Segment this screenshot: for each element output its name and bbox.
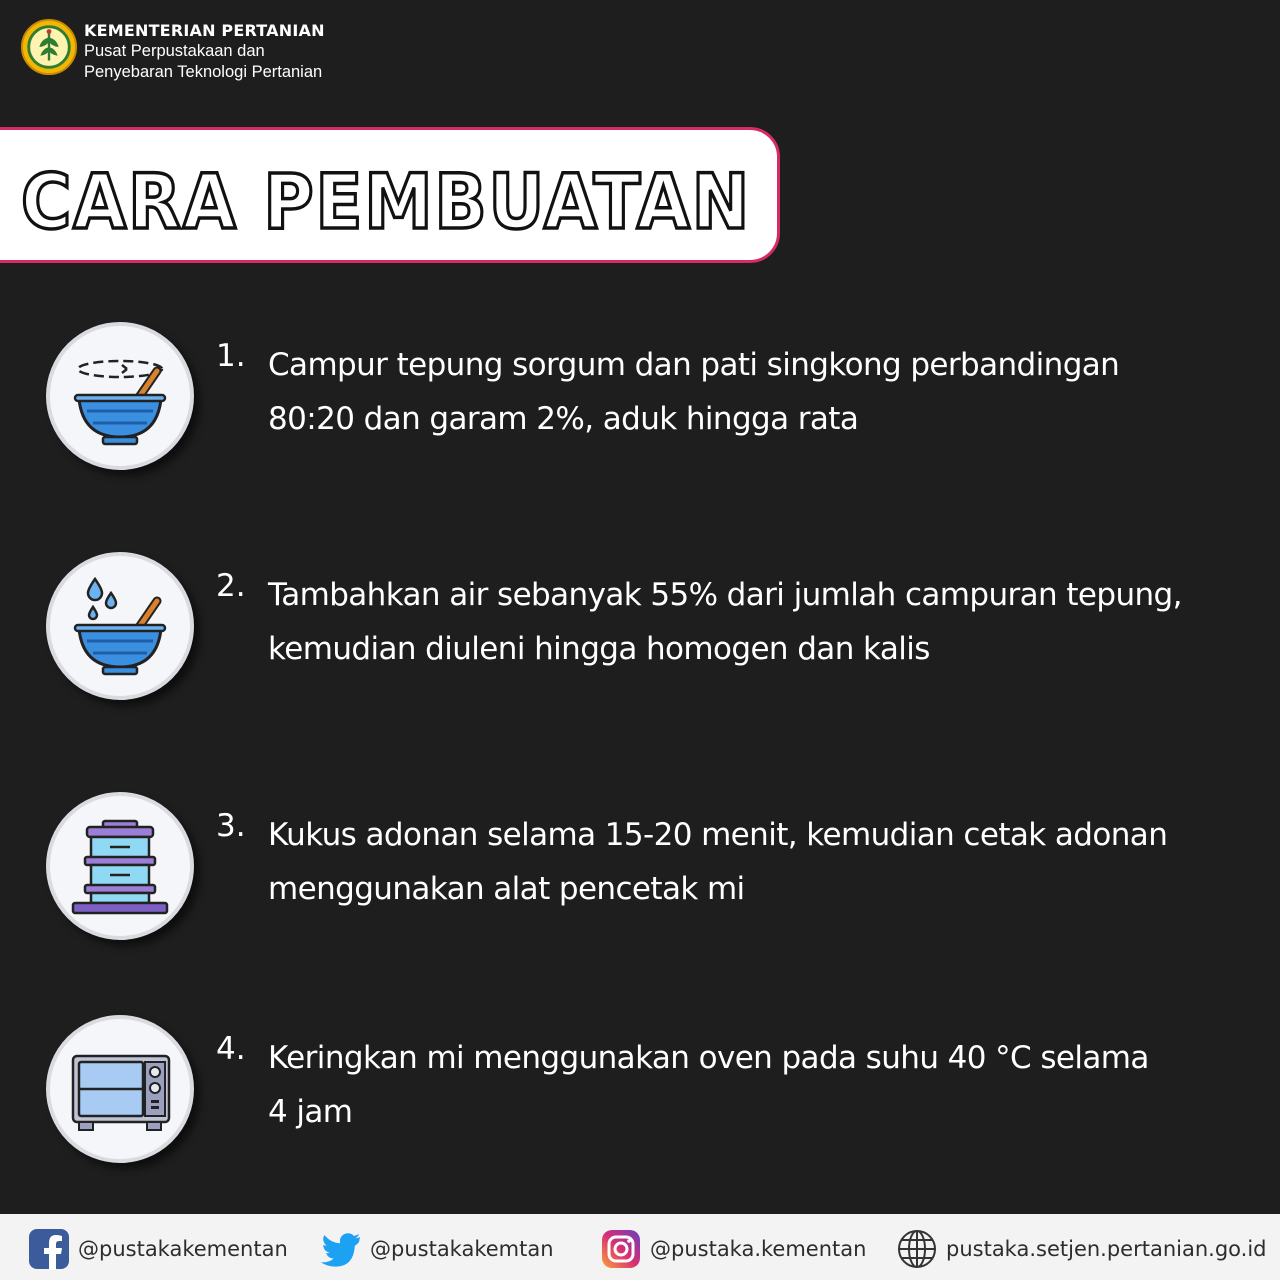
facebook-handle: @pustakakementan (78, 1237, 288, 1261)
step-3-number: 3. (216, 808, 246, 844)
kementan-logo-icon (20, 18, 78, 76)
twitter-handle: @pustakakemtan (370, 1237, 554, 1261)
title-banner (0, 127, 780, 263)
facebook-icon (28, 1228, 70, 1270)
org-header (20, 18, 325, 83)
step-1-line-2: 80:20 dan garam 2%, aduk hingga rata (268, 401, 859, 437)
step-2-line-2: kemudian diuleni hingga homogen dan kalis (268, 631, 930, 667)
step-3-text (268, 808, 1258, 916)
twitter-link[interactable] (320, 1228, 554, 1270)
footer-bar (0, 1214, 1280, 1280)
instagram-handle: @pustaka.kementan (650, 1237, 867, 1261)
step-3-icon-circle (46, 792, 194, 940)
step-4 (0, 1015, 1280, 1175)
org-sub-line-1: Pusat Perpustakaan dan (84, 42, 265, 60)
step-4-icon-circle (46, 1015, 194, 1163)
step-2-icon-circle (46, 552, 194, 700)
step-4-line-1: Keringkan mi menggunakan oven pada suhu 40 °C selama (268, 1040, 1149, 1076)
step-3 (0, 792, 1280, 952)
step-4-text (268, 1031, 1258, 1139)
step-2-text (268, 568, 1258, 676)
step-4-line-2: 4 jam (268, 1094, 353, 1130)
org-name: KEMENTERIAN PERTANIAN (84, 21, 325, 40)
title-graphic (21, 160, 761, 240)
instagram-icon (600, 1228, 642, 1270)
step-1-icon-circle (46, 322, 194, 470)
step-1-line-1: Campur tepung sorgum dan pati singkong perbandingan (268, 347, 1120, 383)
step-2-number: 2. (216, 568, 246, 604)
page-title: CARA PEMBUATAN (21, 160, 751, 240)
org-sub-line-2: Penyebaran Teknologi Pertanian (84, 63, 323, 81)
steamer-icon (65, 811, 175, 921)
website-url: pustaka.setjen.pertanian.go.id (946, 1237, 1267, 1261)
step-4-number: 4. (216, 1031, 246, 1067)
step-3-line-2: menggunakan alat pencetak mi (268, 871, 745, 907)
instagram-link[interactable] (600, 1228, 866, 1270)
step-2-line-1: Tambahkan air sebanyak 55% dari jumlah campuran tepung, (268, 577, 1182, 613)
facebook-link[interactable] (28, 1228, 288, 1270)
mixing-bowl-icon (65, 341, 175, 451)
bowl-water-icon (65, 571, 175, 681)
twitter-icon (320, 1228, 362, 1270)
oven-icon (65, 1034, 175, 1144)
step-1-text (268, 338, 1258, 446)
globe-icon (896, 1228, 938, 1270)
step-2 (0, 552, 1280, 712)
step-1 (0, 322, 1280, 482)
step-1-number: 1. (216, 338, 246, 374)
step-3-line-1: Kukus adonan selama 15-20 menit, kemudian cetak adonan (268, 817, 1168, 853)
website-link[interactable] (896, 1228, 1267, 1270)
